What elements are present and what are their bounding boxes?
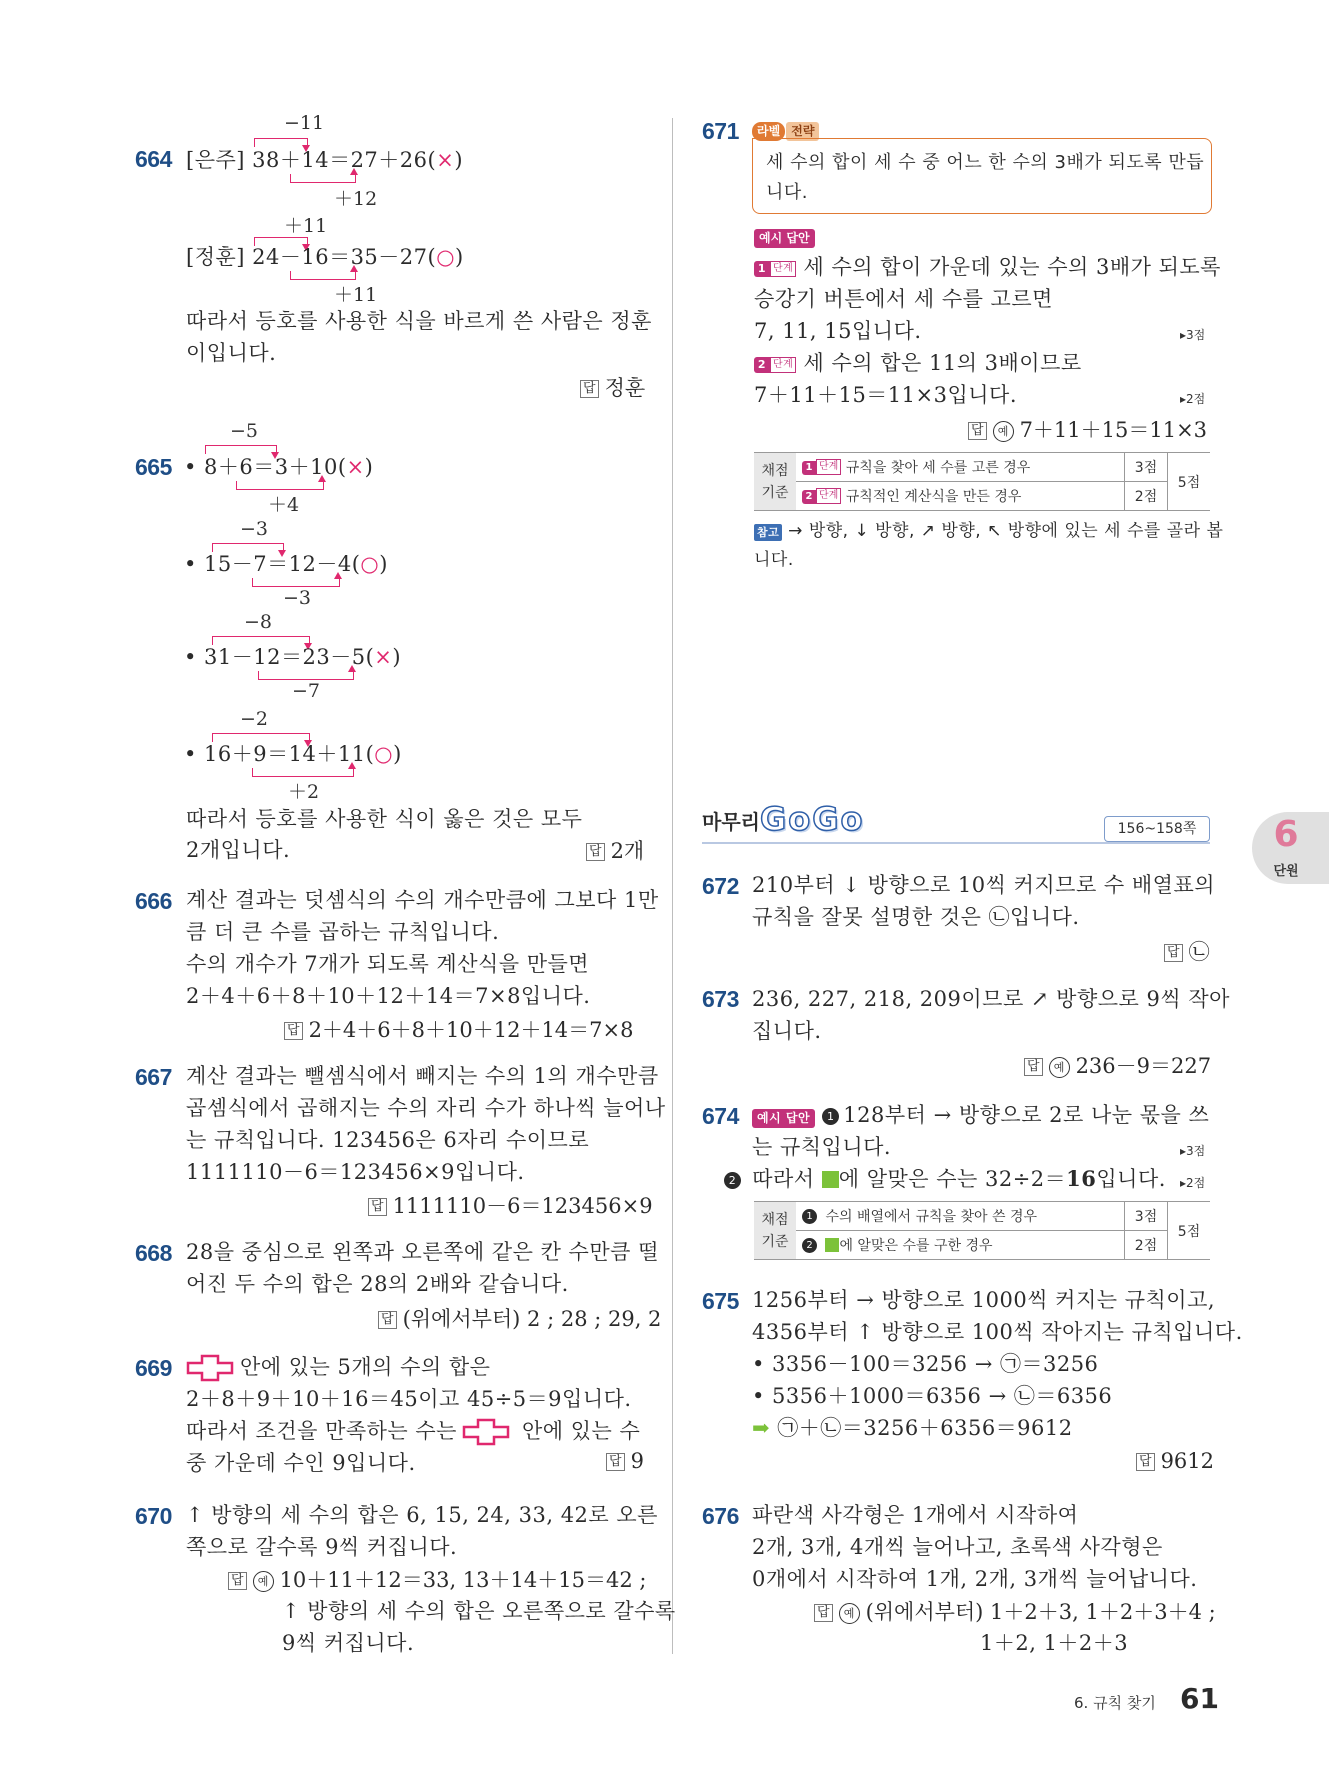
text-line: 0개에서 시작하여 1개, 2개, 3개씩 늘어납니다. [752,1567,1198,1591]
example-mark: 예 [993,421,1014,442]
points: ▸3점 [1180,328,1206,342]
unit-tab [1252,812,1329,884]
arrow-right-icon: ➡ [752,1416,771,1440]
text-line: ↑ 방향의 세 수의 합은 6, 15, 24, 33, 42로 오른 [186,1503,658,1527]
answer-label: 답 [606,1453,625,1471]
equation-line: [정훈] 24－16＝35－27(○) [186,245,464,269]
equation-line: • 15－7＝12－4(○) [184,552,388,576]
example-answer-tag: 예시 답안 [754,227,815,248]
example-mark: 예 [1049,1057,1070,1078]
bracket [252,768,354,777]
top-annotation: −8 [244,611,273,633]
note-line: 니다. [754,550,794,570]
answer: 답 예 7＋11＋15＝11×3 [968,414,1207,444]
answer: 답 예 10＋11＋12＝33, 13＋14＋15＝42 ; [228,1564,646,1594]
scoring-row: 2 에 알맞은 수를 구한 경우 [796,1231,1125,1260]
page-range-badge: 156~158쪽 [1104,816,1210,842]
text-line: 는 규칙입니다. [752,1135,892,1159]
step1-line: 1 단계 세 수의 합이 가운데 있는 수의 3배가 되도록 [754,252,1221,282]
scoring-total: 5점 [1168,1202,1211,1260]
scoring-points: 2점 [1125,482,1168,511]
footer-chapter: 6. 규칙 찾기 [1074,1694,1156,1712]
bottom-annotation: ＋11 [334,284,378,306]
text-line: 계산 결과는 덧셈식의 수의 개수만큼에 그보다 1만 [186,888,659,912]
text-line: 안에 있는 수 [522,1419,641,1443]
problem-number: 665 [135,454,172,480]
scoring-row: 1 단계 규칙을 찾아 세 수를 고른 경우 [796,453,1125,482]
bottom-annotation: ＋2 [288,781,320,803]
equation-line: • 16＋9＝14＋11(○) [184,742,402,766]
bracket [290,271,356,280]
problem-number: 675 [702,1288,739,1314]
scoring-header: 채점 기준 [754,1202,796,1260]
problem-number: 676 [702,1503,739,1529]
text-line: 예시 답안 1 128부터 → 방향으로 2로 나눈 몫을 쓰 [752,1100,1209,1130]
cross-shape-icon [462,1418,510,1446]
arrow-up-icon [348,762,356,769]
text-line: 쪽으로 갈수록 9씩 커집니다. [186,1535,458,1559]
text-line: 집니다. [752,1019,822,1043]
equation-line: [은주] 38＋14＝27＋26(×) [186,148,464,172]
example-mark: 예 [253,1571,274,1592]
problem-number: 674 [702,1103,739,1129]
answer-label: 답 [228,1572,247,1590]
answer-label: 답 [1136,1453,1155,1471]
strategy-tag: 전략 [786,122,819,141]
answer-label: 답 [814,1604,833,1622]
answer-label: 답 [1164,944,1183,962]
top-annotation: ＋11 [284,215,328,237]
bottom-annotation: ＋12 [334,188,378,210]
text-line: 따라서 등호를 사용한 식을 바르게 쓴 사람은 정훈 [186,309,652,333]
section-rule [702,842,1210,844]
points: ▸2점 [1180,392,1206,406]
text-line: 236, 227, 218, 209이므로 ↗ 방향으로 9씩 작아 [752,987,1230,1011]
step2-line: 7＋11＋15＝11×3입니다. [754,383,1018,407]
bracket [252,578,340,587]
text-line: • 5356＋1000＝6356 → ㉡＝6356 [752,1384,1113,1408]
step1-line: 7, 11, 15입니다. [754,319,922,343]
arrow-up-icon [334,572,342,579]
bracket [236,481,324,490]
text-line: 2 따라서 에 알맞은 수는 32÷2＝16입니다. [724,1164,1166,1194]
problem-number: 670 [135,1503,172,1529]
answer: 답 예 236－9＝227 [1024,1050,1211,1080]
problem-number: 673 [702,986,739,1012]
answer: 답 2개 [586,835,644,865]
points: ▸3점 [1180,1144,1206,1158]
arrow-up-icon [318,475,326,482]
answer-label: 답 [580,380,599,398]
arrow-up-icon [350,265,358,272]
top-annotation: −3 [240,518,269,540]
answer: 답 정훈 [580,372,645,402]
answer-label: 답 [378,1311,397,1329]
text-line: 수의 개수가 7개가 되도록 계산식을 만들면 [186,952,590,976]
answer: 답 9 [606,1449,644,1473]
problem-number: 664 [135,146,172,172]
answer-label: 답 [1024,1058,1043,1076]
answer-label: 답 [368,1198,387,1216]
text-line: • 3356－100＝3256 → ㉠＝3256 [752,1352,1099,1376]
bottom-annotation: −7 [292,680,321,702]
scoring-points: 3점 [1125,453,1168,482]
top-annotation: −2 [240,708,269,730]
step1-line: 승강기 버튼에서 세 수를 고르면 [754,287,1053,311]
page-number: 61 [1180,1682,1219,1715]
equation-line: • 31－12＝23－5(×) [184,645,402,669]
answer: 답 (위에서부터) 2 ; 28 ; 29, 2 [378,1303,661,1333]
text-line: 1111110－6＝123456×9입니다. [186,1160,525,1184]
text-line: 곱셈식에서 곱해지는 수의 자리 수가 하나씩 늘어나 [186,1096,666,1120]
text-line: 따라서 조건을 만족하는 수는 [186,1419,457,1443]
text-line: 규칙을 잘못 설명한 것은 ㉡입니다. [752,905,1080,929]
answer-label: 답 [586,843,605,861]
answer: 답 2＋4＋6＋8＋10＋12＋14＝7×8 [284,1014,634,1044]
unit-number: 6 [1273,814,1299,855]
text-line: 2개입니다. [186,838,291,862]
scoring-points: 3점 [1125,1202,1168,1231]
text-line: 는 규칙입니다. 123456은 6자리 수이므로 [186,1128,590,1152]
text-line: 28을 중심으로 왼쪽과 오른쪽에 같은 칸 수만큼 떨 [186,1240,659,1264]
text-line: 안에 있는 5개의 수의 합은 [240,1355,491,1379]
section-logo: GoGo [760,800,865,838]
text-line: 파란색 사각형은 1개에서 시작하여 [752,1503,1079,1527]
problem-number: 672 [702,873,739,899]
column-divider [672,118,673,1654]
text-line: 따라서 등호를 사용한 식이 옳은 것은 모두 [186,807,583,831]
text-line: 2＋8＋9＋10＋16＝45이고 45÷5＝9입니다. [186,1387,632,1411]
bottom-annotation: ＋4 [268,494,300,516]
strategy-line: 니다. [766,182,808,203]
text-line: 1256부터 → 방향으로 1000씩 커지는 규칙이고, [752,1288,1216,1312]
scoring-row: 2 단계 규칙적인 계산식을 만든 경우 [796,482,1125,511]
green-square-icon [825,1238,839,1252]
text-line: 계산 결과는 뺄셈식에서 빼지는 수의 1의 개수만큼 [186,1064,659,1088]
section-title: 마무리 [702,810,760,834]
example-mark: 예 [839,1603,860,1624]
answer: 답 9612 [1136,1449,1214,1473]
problem-number: 669 [135,1355,172,1381]
text-line: 어진 두 수의 합은 28의 2배와 같습니다. [186,1272,569,1296]
step2-line: 2 단계 세 수의 합은 11의 3배이므로 [754,348,1082,378]
text-line: 2개, 3개, 4개씩 늘어나고, 초록색 사각형은 [752,1535,1163,1559]
bottom-annotation: −3 [283,587,312,609]
green-square-icon [822,1171,839,1188]
problem-number: 668 [135,1240,172,1266]
label-tag: 라벨 [752,122,785,141]
bracket [290,174,356,183]
answer-line: ↑ 방향의 세 수의 합은 오른쪽으로 갈수록 [282,1599,676,1623]
note-tag: 참고 [754,524,782,541]
problem-number: 667 [135,1064,172,1090]
arrow-up-icon [350,168,358,175]
bracket [258,671,354,680]
answer: 답 ㉡ [1164,936,1210,966]
answer: 답 예 (위에서부터) 1＋2＋3, 1＋2＋3＋4 ; [814,1596,1216,1626]
example-answer-tag: 예시 답안 [752,1109,815,1128]
text-line: ➡ ㉠＋㉡＝3256＋6356＝9612 [752,1416,1073,1440]
scoring-table [754,1201,1210,1260]
text-line: 이입니다. [186,341,277,365]
scoring-row: 1 수의 배열에서 규칙을 찾아 쓴 경우 [796,1202,1125,1231]
arrow-up-icon [348,665,356,672]
scoring-total: 5점 [1168,453,1211,511]
text-line: 큼 더 큰 수를 곱하는 규칙입니다. [186,920,500,944]
text-line: 2＋4＋6＋8＋10＋12＋14＝7×8입니다. [186,984,591,1008]
answer-line: 9씩 커집니다. [282,1631,415,1655]
scoring-table [754,452,1210,511]
text-line: 210부터 ↓ 방향으로 10씩 커지므로 수 배열표의 [752,873,1216,897]
answer: 답 1111110－6＝123456×9 [368,1190,653,1220]
problem-number: 666 [135,888,172,914]
cross-shape-icon [186,1354,234,1382]
answer-line: 1＋2, 1＋2＋3 [980,1631,1129,1655]
strategy-line: 세 수의 합이 세 수 중 어느 한 수의 3배가 되도록 만듭 [766,152,1205,173]
equation-line: • 8＋6＝3＋10(×) [184,455,374,479]
points: ▸2점 [1180,1176,1206,1190]
text-line: 중 가운데 수인 9입니다. [186,1451,416,1475]
top-annotation: −11 [284,112,325,134]
answer-label: 답 [284,1022,303,1040]
answer-label: 답 [968,422,987,440]
text-line: 4356부터 ↑ 방향으로 100씩 작아지는 규칙입니다. [752,1320,1243,1344]
scoring-points: 2점 [1125,1231,1168,1260]
unit-label: 단원 [1273,864,1299,879]
note-line: 참고 → 방향, ↓ 방향, ↗ 방향, ↖ 방향에 있는 세 수를 골라 봅 [754,516,1223,546]
top-annotation: −5 [230,420,259,442]
scoring-header: 채점 기준 [754,453,796,511]
problem-number: 671 [702,118,739,144]
